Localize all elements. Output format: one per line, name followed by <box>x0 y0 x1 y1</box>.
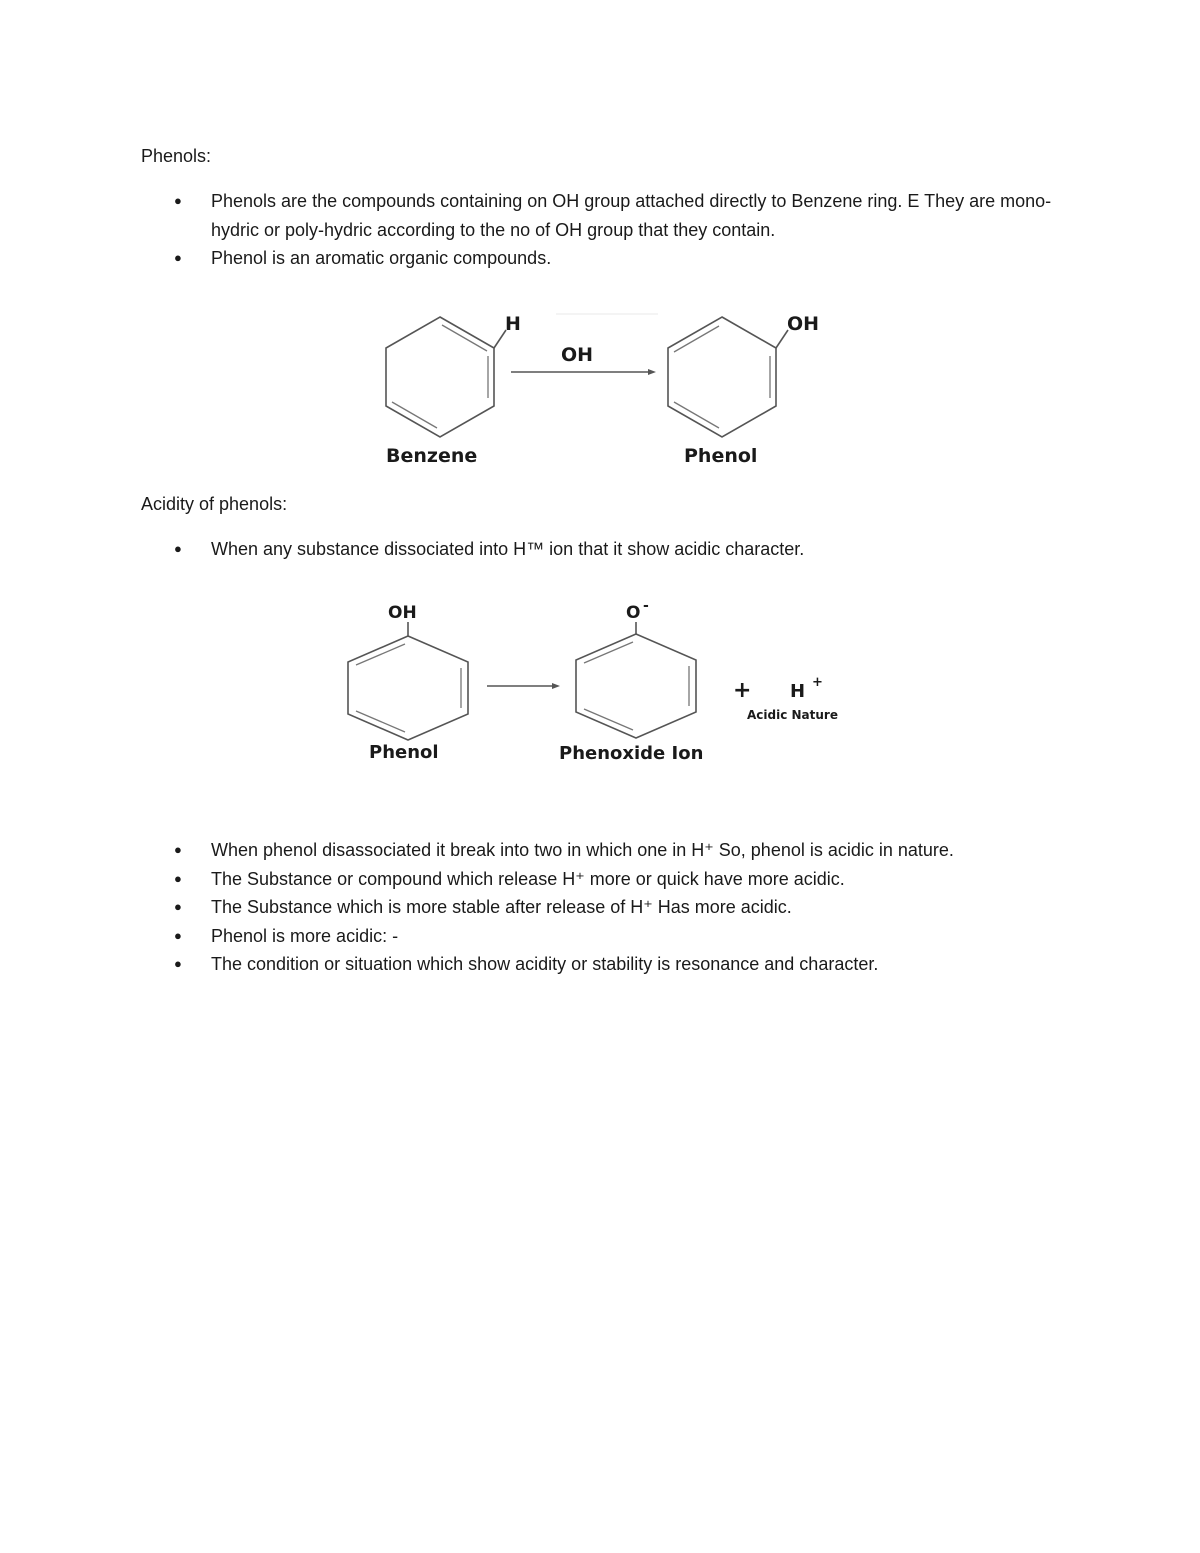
list-item: ● The Substance which is more stable after release of H⁺ Has more acidic. <box>141 893 1061 922</box>
phenol-structure <box>348 636 468 740</box>
phenol-substituent-label: OH <box>787 313 820 335</box>
acidic-nature-note: Acidic Nature <box>747 708 838 722</box>
benzene-caption: Benzene <box>386 445 478 467</box>
phenoxide-oxygen-label: O <box>626 603 641 623</box>
plus-sign: + <box>733 678 752 703</box>
section-title-phenols: Phenols: <box>141 146 212 166</box>
reaction-arrow <box>487 683 560 689</box>
proton-label: H <box>790 681 806 702</box>
benzene-substituent-label: H <box>505 313 521 335</box>
phenoxide-structure <box>576 634 696 738</box>
acidity-notes-bullet-list <box>141 836 1061 979</box>
list-item: ● Phenol is more acidic: - <box>141 922 1061 951</box>
phenol-caption: Phenol <box>684 445 758 467</box>
phenol-oh-label: OH <box>388 603 417 623</box>
phenol-caption: Phenol <box>369 742 439 763</box>
phenoxide-caption: Phenoxide Ion <box>559 743 704 764</box>
proton-charge-label: + <box>812 675 823 690</box>
list-item: ● Phenols are the compounds containing on OH group attached directly to Benzene ring. E They are mono-hydric or poly-hydric according to the no of OH group that they contain. <box>141 187 1061 244</box>
phenoxide-charge-label: - <box>643 598 649 614</box>
list-item: ● The condition or situation which show acidity or stability is resonance and character. <box>141 950 1061 979</box>
list-item: ● The Substance or compound which release H⁺ more or quick have more acidic. <box>141 865 1061 894</box>
arrow-reagent-label: OH <box>561 344 594 366</box>
list-item: ● When any substance dissociated into H™ ion that it show acidic character. <box>141 535 1061 564</box>
list-item: ● Phenol is an aromatic organic compounds. <box>141 244 1061 273</box>
section-title-acidity: Acidity of phenols: <box>141 494 288 514</box>
list-item: ● When phenol disassociated it break into two in which one in H⁺ So, phenol is acidic in nature. <box>141 836 1061 865</box>
